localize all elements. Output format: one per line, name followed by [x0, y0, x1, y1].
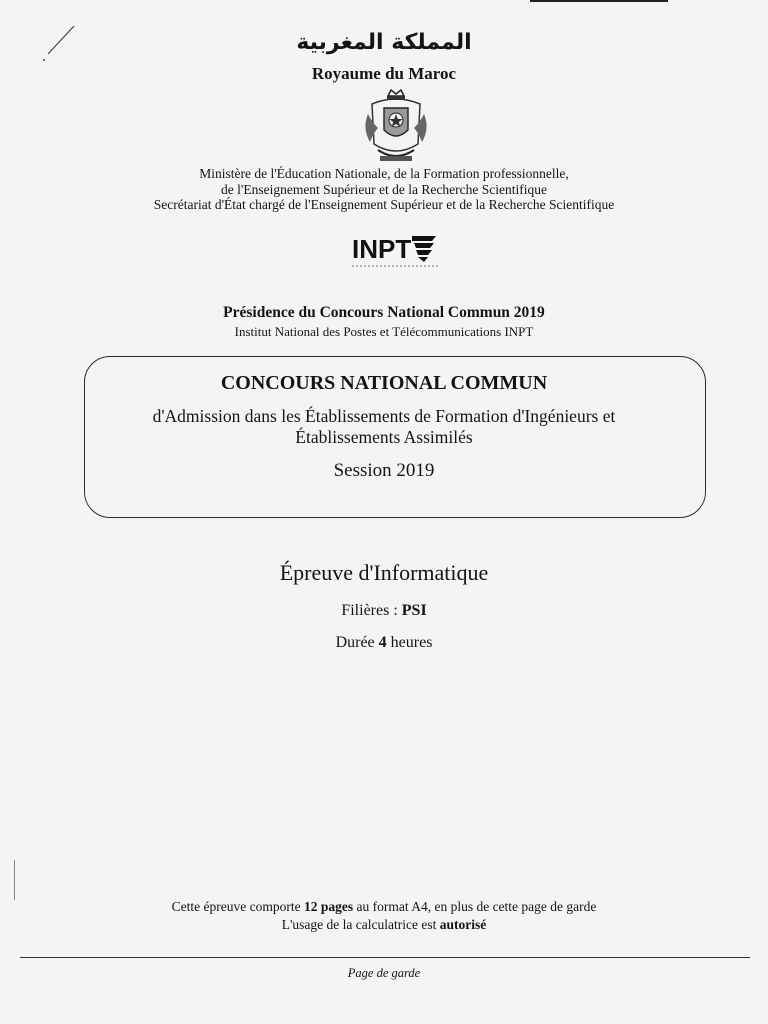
calc-value: autorisé: [439, 917, 487, 932]
royal-coat-of-arms-icon: [360, 88, 432, 166]
pages-prefix: Cette épreuve comporte: [171, 899, 304, 914]
ministry-line: Ministère de l'Éducation Nationale, de la Formation professionnelle,: [199, 166, 569, 181]
concours-title: CONCOURS NATIONAL COMMUN: [220, 372, 548, 394]
admission-text: [0, 406, 768, 448]
institut-subtitle: Institut National des Postes et Télécommunications INPT: [234, 324, 534, 339]
filieres-line: [0, 602, 768, 620]
arabic-kingdom-title: المملكة المغربية: [296, 30, 472, 55]
page-footer-label: Page de garde: [347, 966, 421, 980]
admission-line: d'Admission dans les Établissements de Formation d'Ingénieurs et: [152, 406, 616, 426]
exam-notes: [0, 898, 768, 934]
ministry-block: [0, 166, 768, 213]
top-edge-line: [530, 0, 668, 2]
ministry-line: Secrétariat d'État chargé de l'Enseignement Supérieur et de la Recherche Scientifique: [153, 197, 615, 212]
duree-line: [0, 634, 768, 652]
calc-prefix: L'usage de la calculatrice est: [281, 917, 440, 932]
inpt-logo: [352, 232, 442, 272]
inpt-logo-text: INPT: [352, 234, 412, 264]
filieres-label: Filières :: [341, 602, 402, 619]
presidence-title: Présidence du Concours National Commun 2019: [223, 304, 545, 321]
footer-rule: [20, 957, 750, 958]
session-label: Session 2019: [333, 460, 435, 481]
duree-unit: heures: [386, 634, 433, 651]
exam-title: Épreuve d'Informatique: [279, 560, 489, 585]
filieres-value: PSI: [401, 602, 427, 619]
pages-suffix: au format A4, en plus de cette page de garde: [353, 899, 597, 914]
inpt-logo-mark: [412, 236, 436, 262]
kingdom-title: Royaume du Maroc: [311, 64, 457, 83]
margin-mark: [14, 860, 15, 900]
ministry-line: de l'Enseignement Supérieur et de la Recherche Scientifique: [221, 181, 547, 197]
pages-note: [0, 898, 768, 916]
duree-value: 4: [378, 634, 387, 651]
admission-line: Établissements Assimilés: [295, 427, 473, 447]
duree-label: Durée: [335, 634, 379, 651]
pages-value: 12 pages: [303, 899, 354, 914]
calculator-note: [0, 916, 768, 934]
